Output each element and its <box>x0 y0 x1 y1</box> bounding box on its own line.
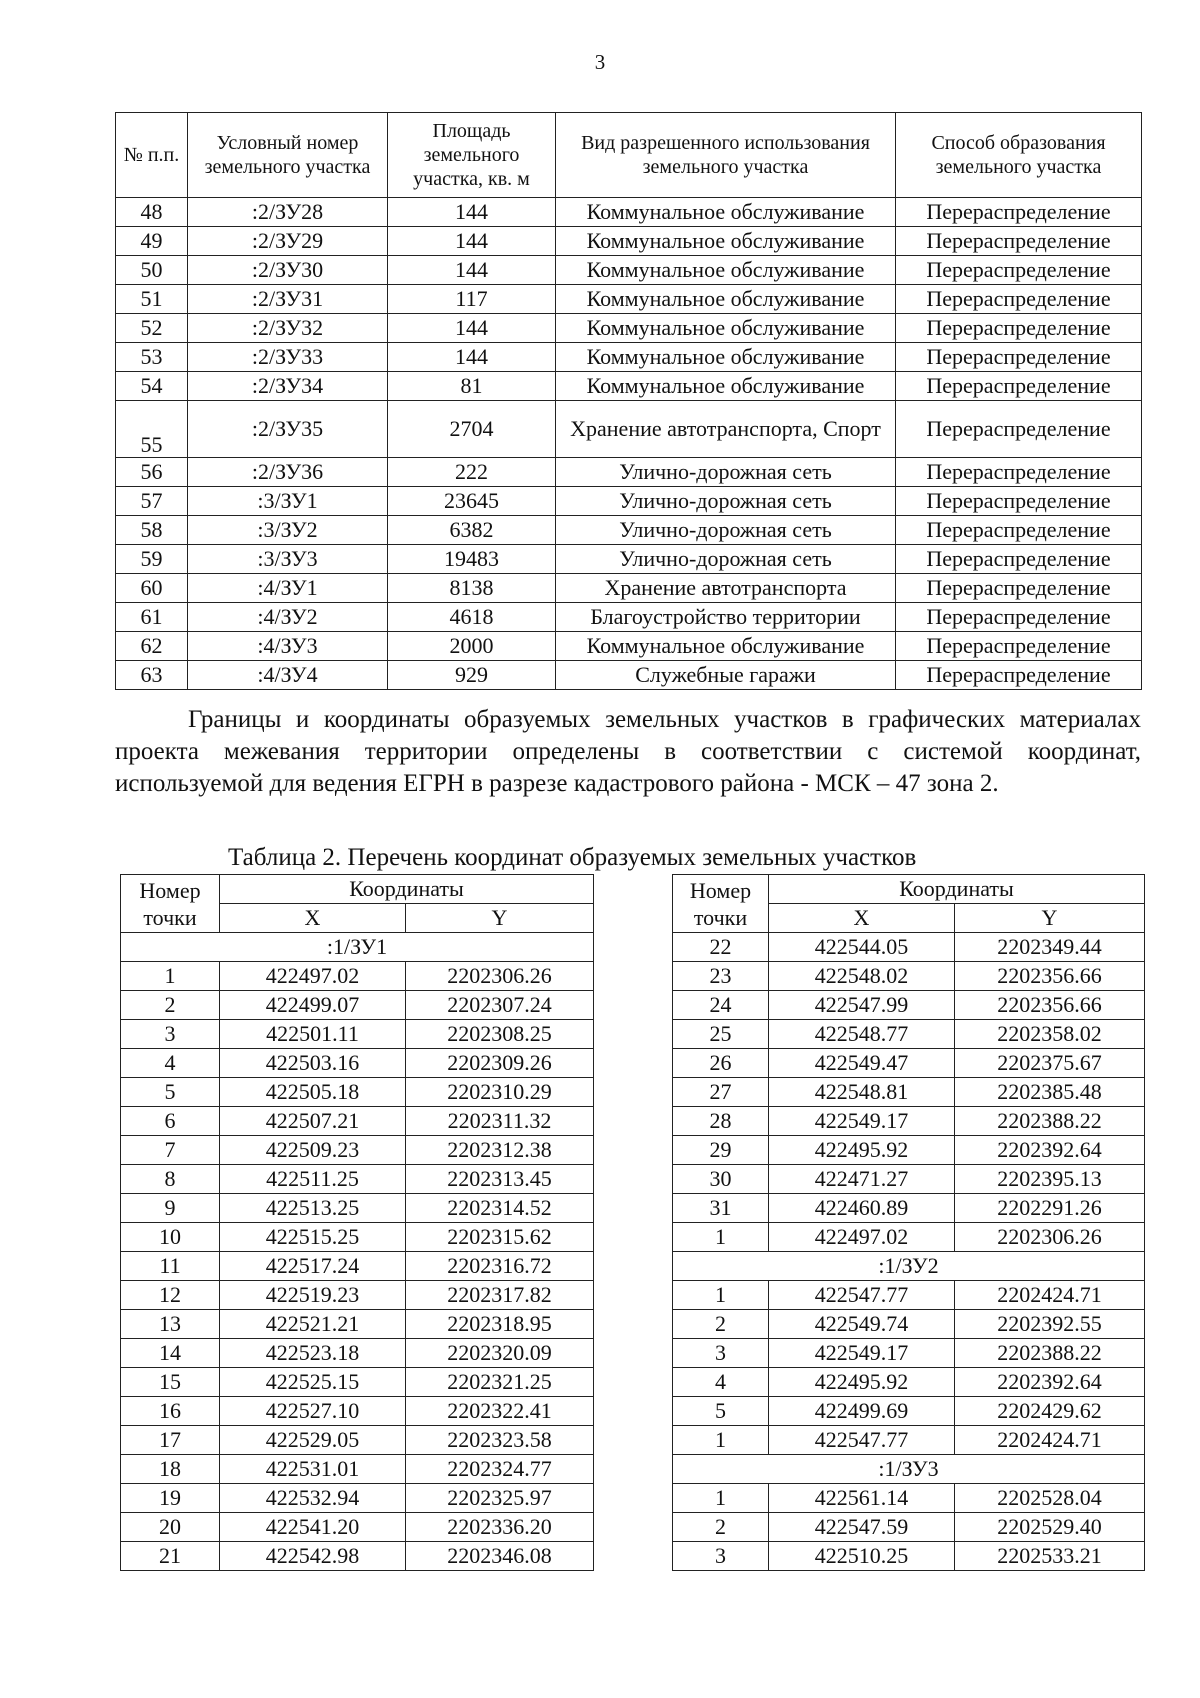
table-row <box>673 1223 1145 1252</box>
plot-method: Перераспределение <box>896 487 1142 516</box>
table-row <box>673 1484 1145 1513</box>
point-number: 1 <box>673 1223 769 1252</box>
plot-method: Перераспределение <box>896 603 1142 632</box>
coord-y: 2202291.26 <box>955 1194 1145 1223</box>
coord-x: 422561.14 <box>769 1484 955 1513</box>
point-number: 14 <box>121 1339 220 1368</box>
point-number: 17 <box>121 1426 220 1455</box>
coord-x: 422544.05 <box>769 933 955 962</box>
coord-y: 2202392.64 <box>955 1368 1145 1397</box>
coord-x: 422505.18 <box>220 1078 406 1107</box>
section-label: :1/ЗУ3 <box>673 1455 1145 1484</box>
plot-use-type: Улично-дорожная сеть <box>556 487 896 516</box>
header-y: Y <box>406 904 594 933</box>
coord-y: 2202424.71 <box>955 1426 1145 1455</box>
plot-area: 144 <box>388 227 556 256</box>
coord-x: 422529.05 <box>220 1426 406 1455</box>
coord-y: 2202313.45 <box>406 1165 594 1194</box>
coord-x: 422519.23 <box>220 1281 406 1310</box>
table-row <box>121 1078 594 1107</box>
table-row <box>673 1049 1145 1078</box>
plot-code: :4/ЗУ3 <box>188 632 388 661</box>
point-number: 22 <box>673 933 769 962</box>
table2-caption: Таблица 2. Перечень координат образуемых земельных участков <box>228 844 917 871</box>
coord-x: 422542.98 <box>220 1542 406 1571</box>
plot-use-type: Коммунальное обслуживание <box>556 198 896 227</box>
coord-y: 2202306.26 <box>406 962 594 991</box>
point-number: 8 <box>121 1165 220 1194</box>
coord-y: 2202315.62 <box>406 1223 594 1252</box>
point-number: 5 <box>121 1078 220 1107</box>
table-row <box>121 1339 594 1368</box>
point-number: 13 <box>121 1310 220 1339</box>
table-row <box>673 1107 1145 1136</box>
row-number: 61 <box>116 603 188 632</box>
coord-y: 2202424.71 <box>955 1281 1145 1310</box>
table-row <box>121 1107 594 1136</box>
table-row <box>121 1455 594 1484</box>
plot-use-type: Коммунальное обслуживание <box>556 314 896 343</box>
coord-y: 2202308.25 <box>406 1020 594 1049</box>
plot-code: :2/ЗУ31 <box>188 285 388 314</box>
coord-y: 2202311.32 <box>406 1107 594 1136</box>
table-row <box>673 1397 1145 1426</box>
point-number: 18 <box>121 1455 220 1484</box>
plot-use-type: Коммунальное обслуживание <box>556 372 896 401</box>
plot-method: Перераспределение <box>896 516 1142 545</box>
plot-code: :4/ЗУ4 <box>188 661 388 690</box>
coord-y: 2202314.52 <box>406 1194 594 1223</box>
coord-y: 2202306.26 <box>955 1223 1145 1252</box>
table-row <box>673 991 1145 1020</box>
section-row <box>673 1455 1145 1484</box>
coord-y: 2202356.66 <box>955 962 1145 991</box>
point-number: 16 <box>121 1397 220 1426</box>
plot-use-type: Коммунальное обслуживание <box>556 227 896 256</box>
plot-area: 222 <box>388 458 556 487</box>
section-row <box>673 1252 1145 1281</box>
coord-y: 2202309.26 <box>406 1049 594 1078</box>
table-row <box>121 1513 594 1542</box>
header-num: № п.п. <box>116 113 188 198</box>
plot-code: :2/ЗУ32 <box>188 314 388 343</box>
table-row <box>673 1513 1145 1542</box>
coord-x: 422549.74 <box>769 1310 955 1339</box>
coord-y: 2202324.77 <box>406 1455 594 1484</box>
point-number: 23 <box>673 962 769 991</box>
point-number: 3 <box>673 1542 769 1571</box>
table-row <box>116 574 1142 603</box>
coord-y: 2202323.58 <box>406 1426 594 1455</box>
plot-method: Перераспределение <box>896 314 1142 343</box>
header-cond-number: Условный номер земельного участка <box>188 113 388 198</box>
point-number: 4 <box>121 1049 220 1078</box>
coord-x: 422531.01 <box>220 1455 406 1484</box>
header-coordinates: Координаты <box>769 875 1145 904</box>
section-label: :1/ЗУ1 <box>121 933 594 962</box>
coord-y: 2202307.24 <box>406 991 594 1020</box>
table-row <box>121 1252 594 1281</box>
header-y: Y <box>955 904 1145 933</box>
plot-method: Перераспределение <box>896 372 1142 401</box>
plot-code: :3/ЗУ3 <box>188 545 388 574</box>
table-row <box>673 1426 1145 1455</box>
row-number: 63 <box>116 661 188 690</box>
coord-y: 2202533.21 <box>955 1542 1145 1571</box>
point-number: 29 <box>673 1136 769 1165</box>
coord-x: 422497.02 <box>769 1223 955 1252</box>
plot-method: Перераспределение <box>896 227 1142 256</box>
coord-y: 2202312.38 <box>406 1136 594 1165</box>
plot-area: 144 <box>388 256 556 285</box>
table-row <box>673 1078 1145 1107</box>
coord-y: 2202321.25 <box>406 1368 594 1397</box>
plot-area: 929 <box>388 661 556 690</box>
coord-y: 2202318.95 <box>406 1310 594 1339</box>
coord-x: 422511.25 <box>220 1165 406 1194</box>
point-number: 24 <box>673 991 769 1020</box>
section-label: :1/ЗУ2 <box>673 1252 1145 1281</box>
table-row <box>121 1049 594 1078</box>
plot-area: 8138 <box>388 574 556 603</box>
table-row <box>121 1368 594 1397</box>
plot-use-type: Коммунальное обслуживание <box>556 256 896 285</box>
header-point-number: Номер точки <box>121 875 220 933</box>
point-number: 15 <box>121 1368 220 1397</box>
point-number: 7 <box>121 1136 220 1165</box>
table-row <box>121 991 594 1020</box>
coord-y: 2202529.40 <box>955 1513 1145 1542</box>
plot-code: :2/ЗУ35 <box>188 401 388 458</box>
point-number: 31 <box>673 1194 769 1223</box>
table-row <box>116 661 1142 690</box>
row-number: 51 <box>116 285 188 314</box>
point-number: 11 <box>121 1252 220 1281</box>
table-row <box>121 1136 594 1165</box>
plot-code: :2/ЗУ28 <box>188 198 388 227</box>
table-row <box>116 545 1142 574</box>
boundaries-paragraph: Границы и координаты образуемых земельных участков в графических материалах проекта межевания территории определены в соответствии с системой координат, используемой для ведения ЕГРН в разрезе кадастрового района - МСК – 47 зона 2. <box>115 706 1141 797</box>
header-method: Способ образования земельного участка <box>896 113 1142 198</box>
table-row <box>116 227 1142 256</box>
coord-y: 2202317.82 <box>406 1281 594 1310</box>
coord-x: 422523.18 <box>220 1339 406 1368</box>
coord-y: 2202528.04 <box>955 1484 1145 1513</box>
coordinates-table-left <box>120 874 594 1571</box>
coord-y: 2202325.97 <box>406 1484 594 1513</box>
plot-area: 81 <box>388 372 556 401</box>
coord-x: 422525.15 <box>220 1368 406 1397</box>
plot-use-type: Хранение автотранспорта, Спорт <box>556 401 896 458</box>
coord-y: 2202356.66 <box>955 991 1145 1020</box>
coord-x: 422548.02 <box>769 962 955 991</box>
table-row <box>116 603 1142 632</box>
table-row <box>116 343 1142 372</box>
plot-use-type: Улично-дорожная сеть <box>556 516 896 545</box>
coord-x: 422460.89 <box>769 1194 955 1223</box>
point-number: 30 <box>673 1165 769 1194</box>
row-number: 52 <box>116 314 188 343</box>
coord-x: 422471.27 <box>769 1165 955 1194</box>
coord-x: 422495.92 <box>769 1368 955 1397</box>
coord-y: 2202375.67 <box>955 1049 1145 1078</box>
plot-method: Перераспределение <box>896 256 1142 285</box>
table-row <box>673 1194 1145 1223</box>
point-number: 2 <box>121 991 220 1020</box>
table-row <box>121 1194 594 1223</box>
coord-y: 2202385.48 <box>955 1078 1145 1107</box>
coord-x: 422532.94 <box>220 1484 406 1513</box>
point-number: 25 <box>673 1020 769 1049</box>
section-row <box>121 933 594 962</box>
table-row <box>673 1281 1145 1310</box>
plot-method: Перераспределение <box>896 661 1142 690</box>
coord-x: 422527.10 <box>220 1397 406 1426</box>
coord-x: 422501.11 <box>220 1020 406 1049</box>
point-number: 28 <box>673 1107 769 1136</box>
plot-code: :3/ЗУ1 <box>188 487 388 516</box>
header-area: Площадь земельного участка, кв. м <box>388 113 556 198</box>
plot-method: Перераспределение <box>896 574 1142 603</box>
table-row <box>121 1397 594 1426</box>
table-row <box>121 1426 594 1455</box>
plot-method: Перераспределение <box>896 458 1142 487</box>
plot-code: :2/ЗУ30 <box>188 256 388 285</box>
plot-use-type: Благоустройство территории <box>556 603 896 632</box>
table-row <box>673 933 1145 962</box>
table-row <box>121 1020 594 1049</box>
coord-x: 422499.07 <box>220 991 406 1020</box>
coord-y: 2202392.55 <box>955 1310 1145 1339</box>
header-x: X <box>220 904 406 933</box>
table-row <box>673 1165 1145 1194</box>
point-number: 26 <box>673 1049 769 1078</box>
plot-use-type: Коммунальное обслуживание <box>556 285 896 314</box>
plot-area: 2000 <box>388 632 556 661</box>
row-number: 53 <box>116 343 188 372</box>
plot-method: Перераспределение <box>896 401 1142 458</box>
plot-area: 6382 <box>388 516 556 545</box>
header-point-number: Номер точки <box>673 875 769 933</box>
point-number: 3 <box>673 1339 769 1368</box>
table-row <box>116 516 1142 545</box>
table-row <box>116 487 1142 516</box>
coord-x: 422499.69 <box>769 1397 955 1426</box>
coord-x: 422549.17 <box>769 1107 955 1136</box>
plot-code: :2/ЗУ33 <box>188 343 388 372</box>
coord-y: 2202392.64 <box>955 1136 1145 1165</box>
coord-x: 422547.77 <box>769 1281 955 1310</box>
table-row <box>673 1339 1145 1368</box>
plot-method: Перераспределение <box>896 198 1142 227</box>
point-number: 9 <box>121 1194 220 1223</box>
table-row <box>121 1542 594 1571</box>
plot-area: 144 <box>388 314 556 343</box>
table-row <box>116 285 1142 314</box>
plot-code: :3/ЗУ2 <box>188 516 388 545</box>
table-row <box>116 198 1142 227</box>
coord-x: 422513.25 <box>220 1194 406 1223</box>
table-row <box>673 1020 1145 1049</box>
coord-x: 422549.17 <box>769 1339 955 1368</box>
coord-y: 2202429.62 <box>955 1397 1145 1426</box>
plot-area: 2704 <box>388 401 556 458</box>
table-row <box>116 256 1142 285</box>
plot-area: 23645 <box>388 487 556 516</box>
coord-y: 2202320.09 <box>406 1339 594 1368</box>
point-number: 19 <box>121 1484 220 1513</box>
coord-y: 2202322.41 <box>406 1397 594 1426</box>
coord-y: 2202358.02 <box>955 1020 1145 1049</box>
table-row <box>121 962 594 991</box>
coord-y: 2202316.72 <box>406 1252 594 1281</box>
coord-x: 422547.77 <box>769 1426 955 1455</box>
table-row <box>116 314 1142 343</box>
coord-y: 2202388.22 <box>955 1107 1145 1136</box>
row-number: 56 <box>116 458 188 487</box>
point-number: 1 <box>121 962 220 991</box>
plot-method: Перераспределение <box>896 545 1142 574</box>
table-row <box>116 372 1142 401</box>
table-row <box>116 632 1142 661</box>
row-number: 54 <box>116 372 188 401</box>
plot-method: Перераспределение <box>896 343 1142 372</box>
point-number: 1 <box>673 1281 769 1310</box>
plot-code: :2/ЗУ36 <box>188 458 388 487</box>
table-row <box>116 401 1142 458</box>
coord-x: 422517.24 <box>220 1252 406 1281</box>
table-row <box>673 962 1145 991</box>
plot-area: 4618 <box>388 603 556 632</box>
coord-x: 422495.92 <box>769 1136 955 1165</box>
point-number: 4 <box>673 1368 769 1397</box>
coord-y: 2202349.44 <box>955 933 1145 962</box>
coord-x: 422549.47 <box>769 1049 955 1078</box>
table-row <box>673 1136 1145 1165</box>
header-coordinates: Координаты <box>220 875 594 904</box>
row-number: 62 <box>116 632 188 661</box>
point-number: 5 <box>673 1397 769 1426</box>
plot-area: 117 <box>388 285 556 314</box>
coord-x: 422497.02 <box>220 962 406 991</box>
coord-x: 422541.20 <box>220 1513 406 1542</box>
point-number: 2 <box>673 1513 769 1542</box>
plot-code: :2/ЗУ34 <box>188 372 388 401</box>
table-row <box>121 1223 594 1252</box>
table-row <box>121 1165 594 1194</box>
row-number: 59 <box>116 545 188 574</box>
row-number: 49 <box>116 227 188 256</box>
plot-area: 19483 <box>388 545 556 574</box>
point-number: 12 <box>121 1281 220 1310</box>
plot-use-type: Коммунальное обслуживание <box>556 632 896 661</box>
coord-x: 422515.25 <box>220 1223 406 1252</box>
coord-x: 422507.21 <box>220 1107 406 1136</box>
coord-y: 2202388.22 <box>955 1339 1145 1368</box>
plot-method: Перераспределение <box>896 285 1142 314</box>
point-number: 1 <box>673 1426 769 1455</box>
coordinates-table-right <box>672 874 1145 1571</box>
page-number: 3 <box>594 50 606 74</box>
coord-x: 422509.23 <box>220 1136 406 1165</box>
coord-x: 422548.77 <box>769 1020 955 1049</box>
plot-code: :4/ЗУ2 <box>188 603 388 632</box>
plot-use-type: Улично-дорожная сеть <box>556 458 896 487</box>
plot-area: 144 <box>388 198 556 227</box>
point-number: 27 <box>673 1078 769 1107</box>
table-row <box>121 1310 594 1339</box>
coord-x: 422547.99 <box>769 991 955 1020</box>
table-row <box>121 1281 594 1310</box>
land-plots-table <box>115 112 1142 690</box>
plot-use-type: Хранение автотранспорта <box>556 574 896 603</box>
coord-y: 2202310.29 <box>406 1078 594 1107</box>
plot-area: 144 <box>388 343 556 372</box>
coord-y: 2202346.08 <box>406 1542 594 1571</box>
coord-x: 422521.21 <box>220 1310 406 1339</box>
header-use-type: Вид разрешенного использования земельного участка <box>556 113 896 198</box>
table-header-row <box>116 113 1142 198</box>
coord-y: 2202395.13 <box>955 1165 1145 1194</box>
point-number: 6 <box>121 1107 220 1136</box>
plot-method: Перераспределение <box>896 632 1142 661</box>
point-number: 20 <box>121 1513 220 1542</box>
plot-code: :4/ЗУ1 <box>188 574 388 603</box>
coord-x: 422547.59 <box>769 1513 955 1542</box>
plot-use-type: Коммунальное обслуживание <box>556 343 896 372</box>
point-number: 10 <box>121 1223 220 1252</box>
coord-x: 422503.16 <box>220 1049 406 1078</box>
coord-x: 422510.25 <box>769 1542 955 1571</box>
row-number: 57 <box>116 487 188 516</box>
plot-use-type: Служебные гаражи <box>556 661 896 690</box>
coord-x: 422548.81 <box>769 1078 955 1107</box>
plot-use-type: Улично-дорожная сеть <box>556 545 896 574</box>
table-row <box>673 1310 1145 1339</box>
coord-y: 2202336.20 <box>406 1513 594 1542</box>
row-number: 55 <box>116 401 188 458</box>
plot-code: :2/ЗУ29 <box>188 227 388 256</box>
point-number: 21 <box>121 1542 220 1571</box>
row-number: 50 <box>116 256 188 285</box>
point-number: 2 <box>673 1310 769 1339</box>
row-number: 60 <box>116 574 188 603</box>
header-x: X <box>769 904 955 933</box>
table-row <box>121 1484 594 1513</box>
table-row <box>673 1542 1145 1571</box>
row-number: 48 <box>116 198 188 227</box>
table-row <box>116 458 1142 487</box>
point-number: 1 <box>673 1484 769 1513</box>
row-number: 58 <box>116 516 188 545</box>
point-number: 3 <box>121 1020 220 1049</box>
table-row <box>673 1368 1145 1397</box>
